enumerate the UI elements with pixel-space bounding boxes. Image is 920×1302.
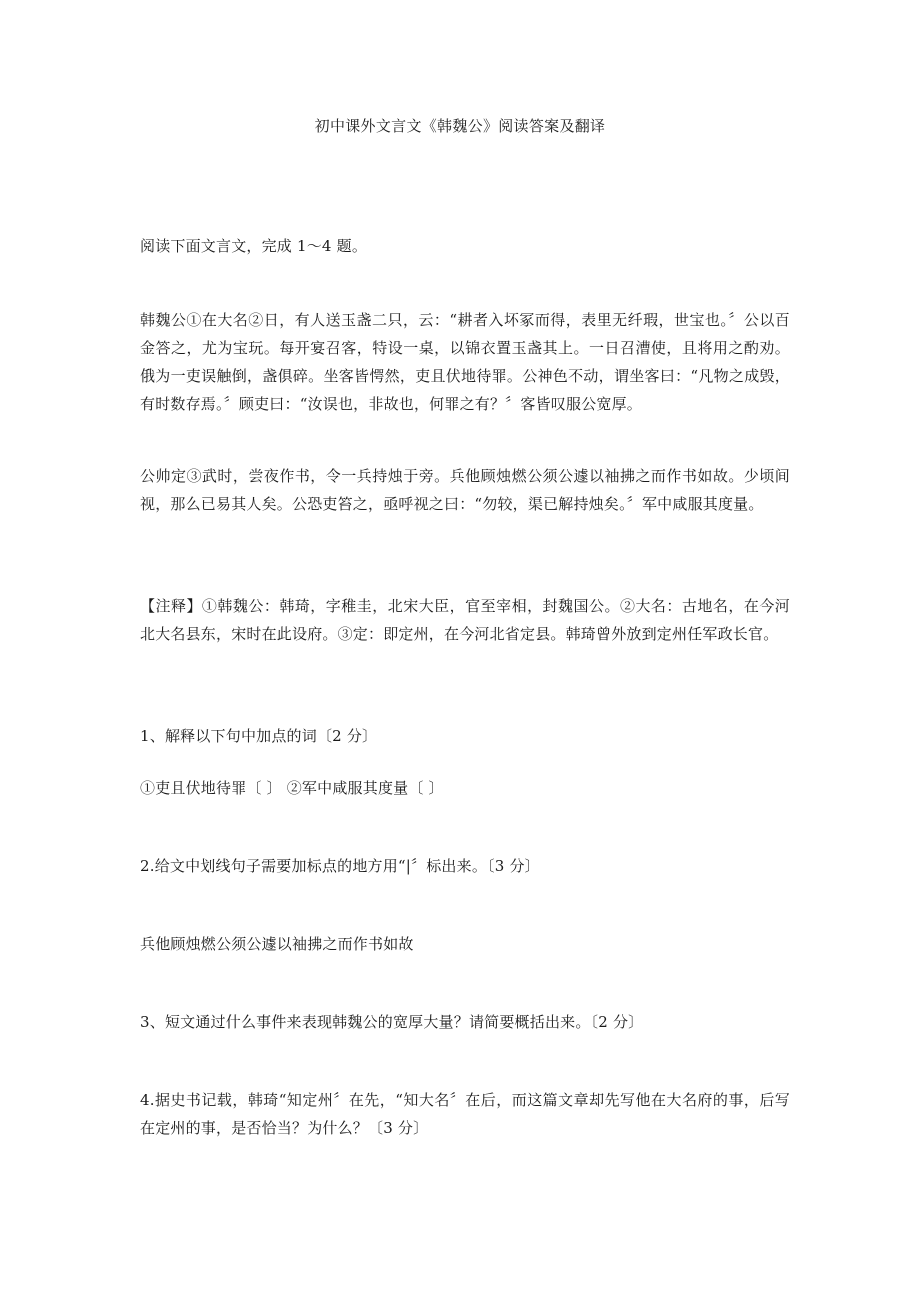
intro-instruction xyxy=(140,232,790,260)
question-4-text: 4.据史书记载，韩琦“知定州〞在先，“知大名〞在后，而这篇文章却先写他在大名府的事，后写在定州的事，是否恰当？为什么？〔3 分〕 xyxy=(140,1091,790,1137)
question-3-text: 3、短文通过什么事件来表现韩魏公的宽厚大量？请简要概括出来。〔2 分〕 xyxy=(140,1013,644,1031)
question-4 xyxy=(140,1086,790,1142)
question-1-items xyxy=(140,774,790,802)
intro-text: 阅读下面文言文，完成 1～4 题。 xyxy=(140,237,368,255)
passage-2-text: 公帅定③武时，尝夜作书，令一兵持烛于旁。兵他顾烛燃公须公遽以袖拂之而作书如故。少顷间视，那么已易其人矣。公恐吏笞之，亟呼视之曰：“勿较，渠已解持烛矣。〞军中咸服其度量。 xyxy=(140,467,790,513)
annotation-notes xyxy=(140,592,790,648)
passage-paragraph-2 xyxy=(140,462,790,518)
question-2 xyxy=(140,852,790,880)
notes-text: 【注释】①韩魏公：韩琦，字稚圭，北宋大臣，官至宰相，封魏国公。②大名：古地名，在今河北大名县东，宋时在此设府。③定：即定州，在今河北省定县。韩琦曾外放到定州任军政长官。 xyxy=(140,597,790,643)
passage-1-text: 韩魏公①在大名②日，有人送玉盏二只，云：“耕者入坏冢而得，表里无纤瑕，世宝也。〞公以百金答之，尤为宝玩。每开宴召客，特设一桌，以锦衣置玉盏其上。一日召漕使，且将用之酌劝。俄为一吏误触倒，盏俱碎。坐客皆愕然，吏且伏地待罪。公神色不动，谓坐客曰：“凡物之成毁，有时数存焉。〞顾吏曰：“汝误也，非故也，何罪之有？〞客皆叹服公宽厚。 xyxy=(140,311,790,413)
question-1 xyxy=(140,722,790,750)
document-title: 初中课外文言文《韩魏公》阅读答案及翻译 xyxy=(314,117,606,135)
passage-paragraph-1 xyxy=(140,306,790,418)
question-1-items-text: ①吏且伏地待罪〔 〕 ②军中咸服其度量〔 〕 xyxy=(140,779,444,797)
question-1-text: 1、解释以下句中加点的词〔2 分〕 xyxy=(140,727,378,745)
question-2-text: 2.给文中划线句子需要加标点的地方用“|〞标出来。〔3 分〕 xyxy=(140,857,540,875)
question-2-sentence xyxy=(140,930,790,958)
question-3 xyxy=(140,1008,790,1036)
question-2-sentence-text: 兵他顾烛燃公须公遽以袖拂之而作书如故 xyxy=(140,935,414,953)
